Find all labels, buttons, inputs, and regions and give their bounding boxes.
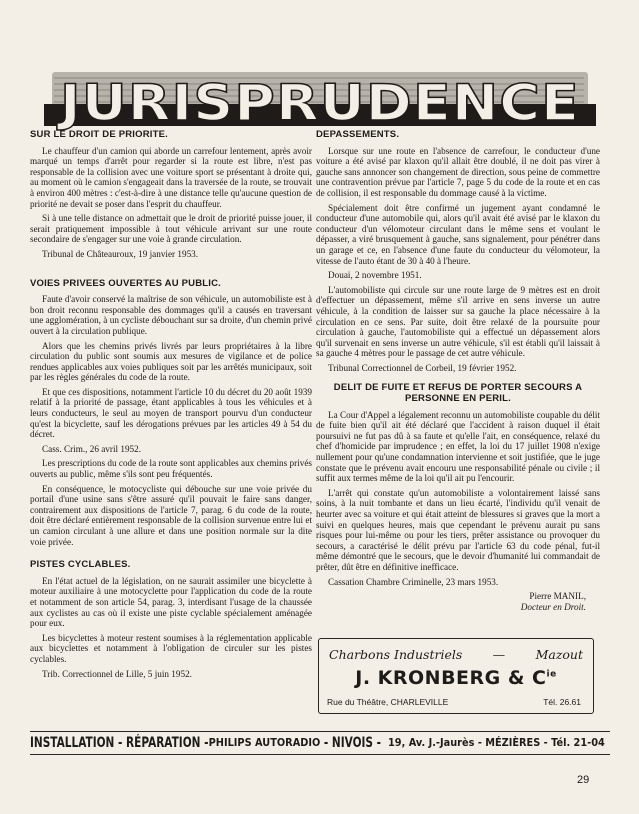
section-heading-priorite: SUR LE DROIT DE PRIORITE.	[30, 129, 169, 140]
paragraph: L'arrêt qui constate qu'un automobiliste a volontairement laissé sans soins, à la nuit tombante et dans un lieu écarté, l'individu qu'il venait de heurter avec sa voiture et qui était atteint de blessures si graves que la mort a suivi en quelques heures, mais que cependant le prévenu aurait pu sans risques pour lui-même ou pour les tiers, prêter assistance ou provoquer du secours, a caractérisé le délit prévu par l'article 63 du code pénal, fut-il même démontré que le secours, que le devoir d'humanité lui commandait de prêter, dût être en définitive inefficace.	[316, 487, 600, 572]
author-title: Docteur en Droit.	[520, 601, 586, 612]
ad-company-suffix: ie	[546, 669, 557, 680]
ad-phone: Tél. 26.61	[543, 697, 581, 707]
citation: Cassation Chambre Criminelle, 23 mars 1953.	[328, 576, 499, 587]
section-heading-pistes-cyclables: PISTES CYCLABLES.	[30, 559, 131, 571]
page-number: 29	[577, 774, 590, 786]
section-heading-delit-de-fuite: DELIT DE FUITE ET REFUS DE PORTER SECOURS A PERSONNE EN PERIL.	[333, 382, 583, 405]
paragraph: Alors que les chemins privés livrés par leurs propriétaires à la libre circulation du public sont soumis aux mesures de vigilance et de police rendues applicables aux voies publiques soit par les arrêtés municipaux, soit par les règles générales du code de la route.	[30, 340, 312, 383]
right-column	[316, 130, 600, 620]
banner-graphic	[44, 58, 596, 138]
citation: Cass. Crim., 26 avril 1952.	[42, 443, 142, 454]
footer-address: 19, Av. J.-Jaurès - MÉZIÈRES - Tél. 21-04	[388, 737, 605, 749]
jurisprudence-banner	[44, 58, 596, 138]
ad-contact	[327, 697, 581, 707]
citation: Tribunal Correctionnel de Corbeil, 19 février 1952.	[328, 362, 517, 373]
banner-title: JURISPRUDENCE	[56, 74, 581, 132]
ad-tagline	[329, 647, 583, 662]
footer-installation: INSTALLATION - RÉPARATION -	[30, 735, 209, 751]
author-signature	[316, 591, 586, 612]
paragraph: Les bicyclettes à moteur restent soumises à la réglementation applicable aux bicyclettes et notamment à l'obligation de circuler sur les pistes cyclables.	[30, 632, 312, 664]
paragraph: Les prescriptions du code de la route sont applicables aux chemins privés ouverts au public, même s'ils sont peu fréquentés.	[30, 458, 312, 480]
ad-tagline-right: Mazout	[535, 647, 583, 662]
paragraph: Lorsque sur une route en l'absence de carrefour, le conducteur d'une voiture a été avisé par klaxon qu'il allait être doublé, il ne doit pas virer à gauche sans annoncer son changement de direction, sous peine de commettre une contravention prévue par l'article 7, page 5 du code de la route et en cas de collision, il est responsable du dommage causé à la victime.	[316, 145, 600, 198]
paragraph: Si à une telle distance on admettait que le droit de priorité puisse jouer, il serait pratiquement impossible à tout véhicule arrivant sur une route secondaire de s'engager sur une voie à grande circulation.	[30, 213, 312, 245]
paragraph: L'automobiliste qui circule sur une route large de 9 mètres est en droit d'effectuer un dépassement, même s'il arrive en sens inverse un autre véhicule, à la condition de laisser sur sa gauche la place nécessaire à la circulation en ce sens. Par suite, doit être relaxé de la poursuite pour circulation à gauche, l'automobiliste qui a effectué un dépassement alors qu'il survenait en sens inverse un autre véhicule, s'il est établi qu'il laissait à sa gauche 4 mètres pour le passage de cet autre véhicule.	[316, 284, 600, 359]
author-name: Pierre MANIL,	[529, 591, 586, 602]
citation: Trib. Correctionnel de Lille, 5 juin 1952.	[42, 668, 192, 679]
citation: Douai, 2 novembre 1951.	[328, 270, 422, 281]
footer-nivois: - NIVOIS -	[324, 735, 382, 751]
ad-tagline-left: Charbons Industriels	[329, 647, 463, 662]
paragraph: Faute d'avoir conservé la maîtrise de son véhicule, un automobiliste est à bon droit reconnu responsable des dommages qu'il a causés en traversant une agglomération, à un cycliste débouchant sur sa droite, d'un chemin privé ouvert à la circulation publique.	[30, 294, 312, 336]
kronberg-advertisement	[318, 638, 594, 714]
paragraph: Spécialement doit être confirmé un jugement ayant condamné le conducteur d'une automobile qui, alors qu'il avait été avisé par le klaxon du conducteur d'un vélomoteur circulant dans le même sens et voulant le dépasser, a viré brusquement à gauche, sans signalement, pour pénétrer dans un garage et ce, en l'absence d'une faute du conducteur du vélomoteur, la vitesse de l'auto étant de 30 à 40 à l'heure.	[316, 202, 600, 266]
left-column	[30, 130, 312, 689]
footer-philips: PHILIPS AUTORADIO	[208, 737, 321, 749]
paragraph: Le chauffeur d'un camion qui aborde un carrefour lentement, après avoir marqué un temps d'arrêt pour regarder si la route est libre, n'est pas responsable de la collision avec une voiture sport se présentant à droite qui, au moment où le camion s'engageait dans la traversée de la route, se trouvait à environ 400 mètres : c'est-à-dire à une distance telle qu'aucune question de priorité ne devait se poser dans l'esprit du chauffeur.	[30, 145, 312, 209]
paragraph: En l'état actuel de la législation, on ne saurait assimiler une bicyclette à moteur auxiliaire à une motocyclette pour l'application du code de la route et notamment de son article 54, parag. 3, interdisant l'usage de la chaussée aux cyclistes au cas où il existe une piste cyclable spécialement aménagée pour eux.	[30, 575, 312, 629]
ad-address: Rue du Théâtre, CHARLEVILLE	[327, 697, 449, 707]
paragraph: La Cour d'Appel a légalement reconnu un automobiliste coupable du délit de fuite bien qu'il ait été déclaré que l'accident à raison duquel il était poursuivi ne fut pas dû à sa faute et qu'elle l'ait, en conséquence, relaxé du chef d'homicide par imprudence ; en effet, la loi du 17 juillet 1908 n'exige nullement pour qu'une condamnation intervienne et soit justifiée, que le juge constate que le prévenu avait encouru une responsabilité pénale ou civile ; il suffit aux termes même de la loi qu'il ait pu l'encourir.	[316, 409, 600, 484]
paragraph: Et que ces dispositions, notamment l'article 10 du décret du 20 août 1939 relatif à la priorité de passage, étant applicables à tous les véhicules et à leurs conducteurs, le seul au moyen de transport pourvu d'un conducteur qu'est la bicyclette, sauf les dérogations prévues par les articles 49 à 54 du décret.	[30, 386, 312, 440]
ad-tagline-dash: —	[492, 647, 506, 662]
citation: Tribunal de Châteauroux, 19 janvier 1953.	[42, 248, 199, 259]
paragraph: En conséquence, le motocycliste qui débouche sur une voie privée du portail d'une usine sans s'être assuré qu'il pouvait le faire sans danger, contrairement aux dispositions de l'article 7, parag. 6 du code de la route, doit être déclaré entièrement responsable de la collision survenue entre lui et un camion circulant à une allure et dans une position normale sur la dite voie privée.	[30, 483, 312, 547]
section-heading-depassements: DEPASSEMENTS.	[316, 129, 400, 140]
section-heading-voies-privees: VOIES PRIVEES OUVERTES AU PUBLIC.	[30, 277, 222, 289]
footer-advertisement	[30, 731, 610, 755]
ad-company-name: J. KRONBERG & $C^{ie}$	[355, 667, 557, 689]
